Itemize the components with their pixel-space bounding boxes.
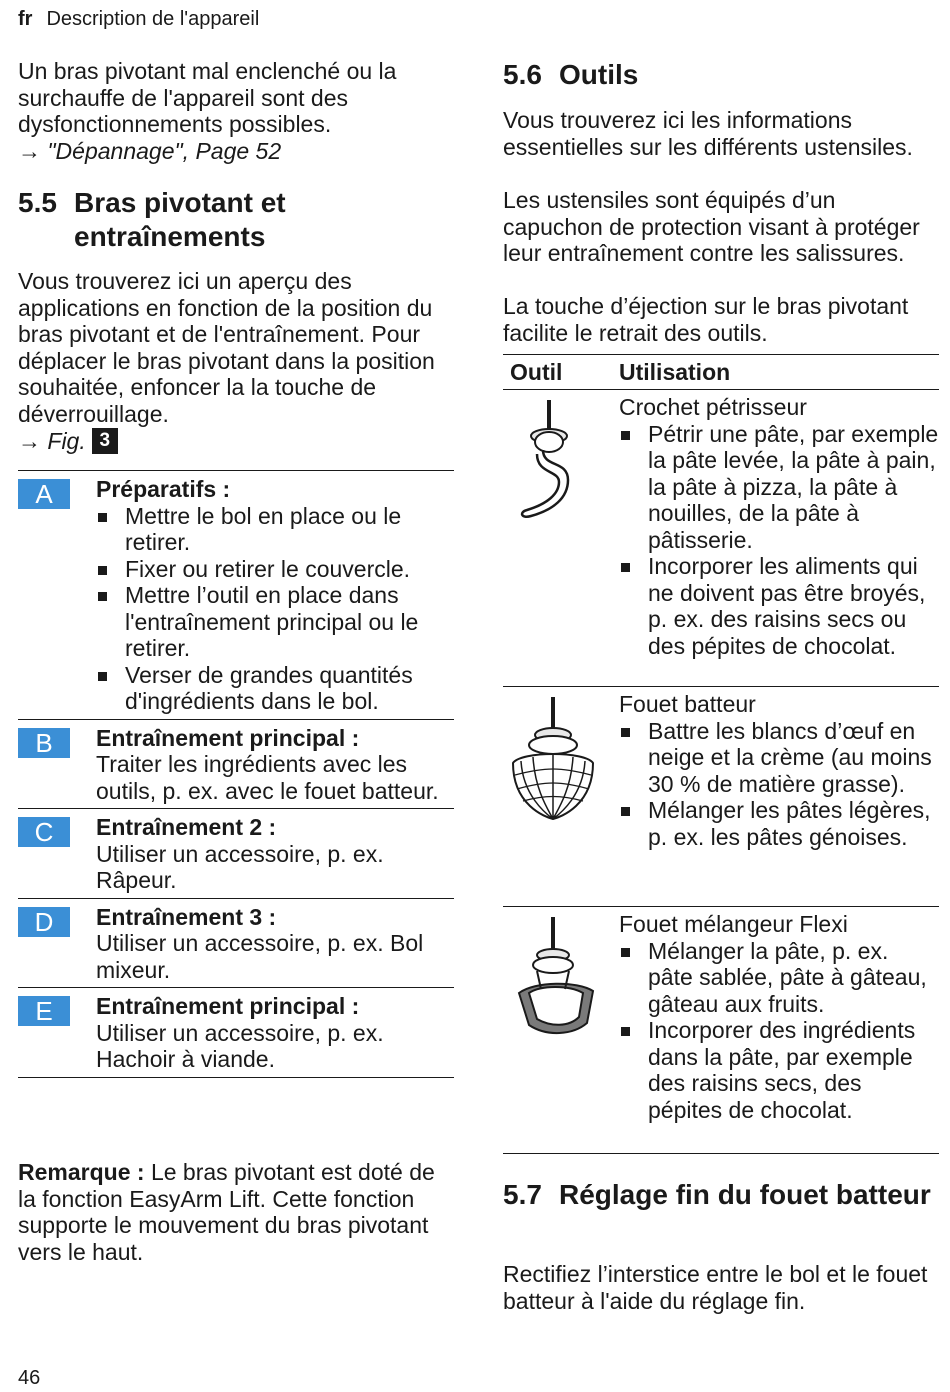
list-item: Incorporer des ingrédients dans la pâte, par exemple des raisins secs, des pépites de chocolat.: [619, 1017, 939, 1123]
list-item: Pétrir une pâte, par exemple la pâte levée, la pâte à pain, la pâte à pizza, la pâte à nouilles, de la pâte à pâtisserie.: [619, 421, 939, 554]
list-item: Battre les blancs d’œuf en neige et la crème (au moins 30 % de matière grasse).: [619, 718, 939, 798]
position-row-e: [18, 987, 454, 1078]
usage-cell: [619, 911, 939, 1147]
troubleshooting-link[interactable]: → "Dépannage", Page 52: [18, 138, 282, 164]
position-letter-badge: B: [18, 728, 70, 758]
list-item: Mélanger les pâtes légères, p. ex. les pâtes génoises.: [619, 797, 939, 850]
section-title: Réglage fin du fouet batteur: [559, 1179, 931, 1210]
section-5-5-paragraph: Vous trouverez ici un aperçu des applications en fonction de la position du bras pivotant et de l'entraînement. Pour déplacer le bras pivotant dans la position souhaitée, enfoncer la la touche de déverrouillage.: [18, 268, 435, 427]
kneading-hook-icon: [503, 394, 619, 680]
position-title: Entraînement principal :: [96, 724, 360, 751]
table-row: [503, 390, 939, 687]
position-row-b: [18, 719, 454, 809]
tool-name: Fouet batteur: [619, 691, 756, 717]
section-5-6-paragraph-2: Les ustensiles sont équipés d’un capuchon de protection visant à protéger leur entraînement contre les salissures.: [503, 187, 920, 266]
position-row-d: [18, 898, 454, 988]
section-5-7-heading: [503, 1178, 939, 1212]
flexi-beater-icon: [503, 911, 619, 1147]
whisk-icon: [503, 691, 619, 900]
position-row-c: [18, 808, 454, 898]
tool-name: Crochet pétrisseur: [619, 394, 807, 420]
remark-paragraph: [18, 1159, 454, 1265]
page-number: 46: [18, 1367, 41, 1389]
list-item: Mettre l’outil en place dans l'entraînement principal ou le retirer.: [96, 582, 454, 662]
section-5-6-heading: [503, 58, 939, 92]
position-letter-badge: A: [18, 479, 70, 509]
figure-reference[interactable]: [18, 428, 118, 455]
list-item: Mélanger la pâte, p. ex. pâte sablée, pâte à gâteau, gâteau aux fruits.: [619, 938, 939, 1018]
figure-ref-text: → Fig.: [18, 428, 86, 454]
header-section: Description de l'appareil: [46, 8, 260, 30]
column-header-usage: Utilisation: [619, 358, 731, 385]
position-title: Entraînement 2 :: [96, 814, 277, 840]
position-description: Utiliser un accessoire, p. ex. Bol mixeur.: [96, 930, 424, 983]
table-row: [503, 907, 939, 1154]
position-letter-badge: E: [18, 996, 70, 1026]
usage-cell: [619, 691, 939, 900]
usage-items: [619, 938, 939, 1124]
intro-paragraph: Un bras pivotant mal enclenché ou la surchauffe de l'appareil sont des dysfonctionnements possibles.: [18, 58, 397, 137]
list-item: Fixer ou retirer le couvercle.: [96, 556, 454, 583]
remark-label: Remarque :: [18, 1159, 145, 1185]
section-number: 5.7: [503, 1179, 542, 1210]
section-number: 5.6: [503, 59, 542, 90]
position-letter-badge: D: [18, 907, 70, 937]
position-description: Traiter les ingrédients avec les outils, p. ex. avec le fouet batteur.: [96, 751, 439, 804]
section-number: 5.5: [18, 187, 57, 218]
list-item: Incorporer les aliments qui ne doivent pas être broyés, p. ex. des raisins secs ou des pépites de chocolat.: [619, 553, 939, 659]
column-header-tool: Outil: [510, 358, 563, 385]
positions-table: [18, 470, 454, 1078]
remark-text: Le bras pivotant est doté de la fonction EasyArm Lift. Cette fonction supporte le mouvement du bras pivotant vers le haut.: [18, 1159, 435, 1265]
position-description: Utiliser un accessoire, p. ex. Râpeur.: [96, 840, 384, 893]
list-item: Verser de grandes quantités d'ingrédients dans le bol.: [96, 662, 454, 715]
position-row-a: [18, 470, 454, 719]
page-header: [18, 8, 259, 31]
section-5-6-paragraph-1: Vous trouverez ici les informations essentielles sur les différents ustensiles.: [503, 107, 913, 160]
position-title: Préparatifs :: [96, 476, 231, 502]
position-letter-badge: C: [18, 817, 70, 847]
position-description: Utiliser un accessoire, p. ex. Hachoir à viande.: [96, 1019, 384, 1072]
usage-cell: [619, 394, 939, 680]
table-header: [503, 354, 939, 390]
usage-items: [619, 421, 939, 660]
section-title: Outils: [559, 59, 639, 90]
tool-name: Fouet mélangeur Flexi: [619, 911, 848, 937]
section-5-7-paragraph: Rectifiez l’interstice entre le bol et le fouet batteur à l'aide du réglage fin.: [503, 1261, 928, 1314]
position-items: [96, 503, 454, 715]
usage-items: [619, 718, 939, 851]
section-5-5-heading: [18, 186, 454, 254]
list-item: Mettre le bol en place ou le retirer.: [96, 503, 454, 556]
position-title: Entraînement 3 :: [96, 903, 277, 930]
section-5-6-paragraph-3: La touche d’éjection sur le bras pivotant facilite le retrait des outils.: [503, 293, 909, 346]
position-title: Entraînement principal :: [96, 993, 360, 1019]
language-code: fr: [18, 8, 33, 30]
figure-number-badge: 3: [92, 428, 118, 454]
table-row: [503, 687, 939, 907]
tools-table: [503, 354, 939, 1154]
section-title: Bras pivotant et entraînements: [74, 187, 286, 252]
